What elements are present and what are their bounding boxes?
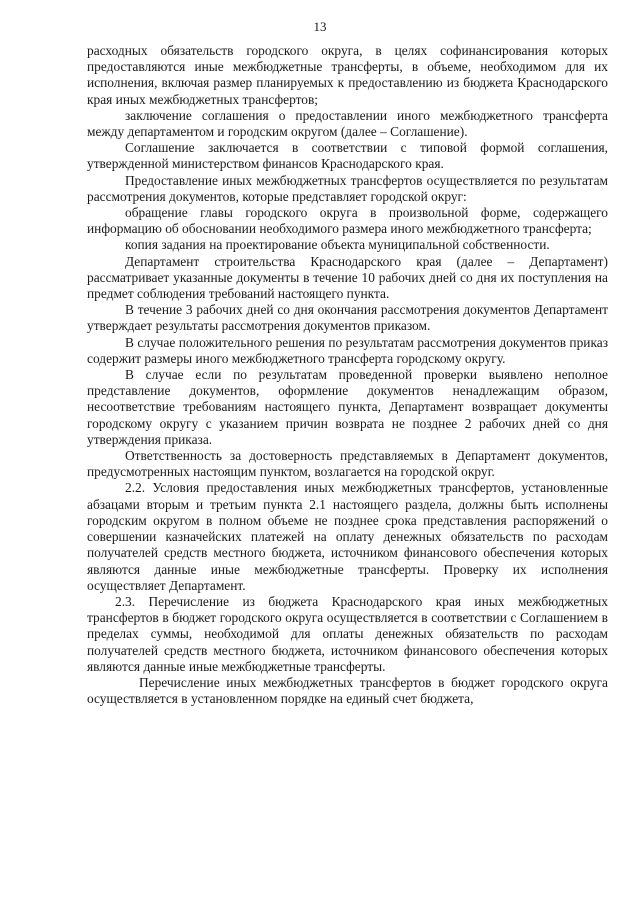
paragraph: Департамент строительства Краснодарского края (далее – Департамент) рассматривает указанные документы в течение 10 рабочих дней со дня их поступления на предмет соблюдения требований настоящего пункта. <box>87 253 608 302</box>
paragraph: В течение 3 рабочих дней со дня окончания рассмотрения документов Департамент утверждает результаты рассмотрения документов приказом. <box>87 302 608 334</box>
paragraph: В случае если по результатам проведенной проверки выявлено неполное представление документов, оформление документов ненадлежащим образом, несоответствие требованиям настоящего пункта, Департамент возвращает документы городскому округу с указанием причин возврата не позднее 2 рабочих дней со дня утверждения приказа. <box>87 367 608 447</box>
page-number: 13 <box>313 19 327 34</box>
paragraph: копия задания на проектирование объекта муниципальной собственности. <box>125 237 550 253</box>
paragraph: Ответственность за достоверность представляемых в Департамент документов, предусмотренных настоящим пунктом, возлагается на городской округ. <box>87 448 608 480</box>
paragraph: заключение соглашения о предоставлении иного межбюджетного трансферта между департаментом и городским округом (далее – Соглашение). <box>87 107 608 140</box>
paragraph: Перечисление иных межбюджетных трансфертов в бюджет городского округа осуществляется в установленном порядке на единый счет бюджета, <box>87 674 608 707</box>
paragraph: 2.3. Перечисление из бюджета Краснодарского края иных межбюджетных трансфертов в бюджет городского округа осуществляется в соответствии с Соглашением в пределах суммы, необходимой для оплаты денежных обязательств по расходам получателей средств местного бюджета, источником финансового обеспечения которых являются данные иные межбюджетные трансферты. <box>87 593 608 674</box>
paragraph: Соглашение заключается в соответствии с типовой формой соглашения, утвержденной министерством финансов Краснодарского края. <box>87 140 608 172</box>
paragraph: 2.2. Условия предоставления иных межбюджетных трансфертов, установленные абзацами вторым и третьим пункта 2.1 настоящего раздела, должны быть исполнены городским округом в полном объеме не позднее срока представления распоряжений о совершении казначейских платежей на оплату денежных обязательств по расходам получателей средств местного бюджета, источником финансового обеспечения которых являются данные иные межбюджетные трансферты. Проверку их исполнения осуществляет Департамент. <box>87 480 608 593</box>
paragraph: В случае положительного решения по результатам рассмотрения документов приказ содержит размеры иного межбюджетного трансферта городскому округу. <box>87 334 608 366</box>
paragraph: Предоставление иных межбюджетных трансфертов осуществляется по результатам рассмотрения документов, которые представляет городской округ: <box>87 172 608 204</box>
document-body <box>87 43 608 707</box>
paragraph: обращение главы городского округа в произвольной форме, содержащего информацию об обосновании необходимого размера иного межбюджетного трансферта; <box>87 205 608 237</box>
paragraph: расходных обязательств городского округа, в целях софинансирования которых предоставляются иные межбюджетные трансферты, в объеме, необходимом для их исполнения, включая размер планируемых к предоставлению из бюджета Краснодарского края иных межбюджетных трансфертов; <box>87 43 608 107</box>
